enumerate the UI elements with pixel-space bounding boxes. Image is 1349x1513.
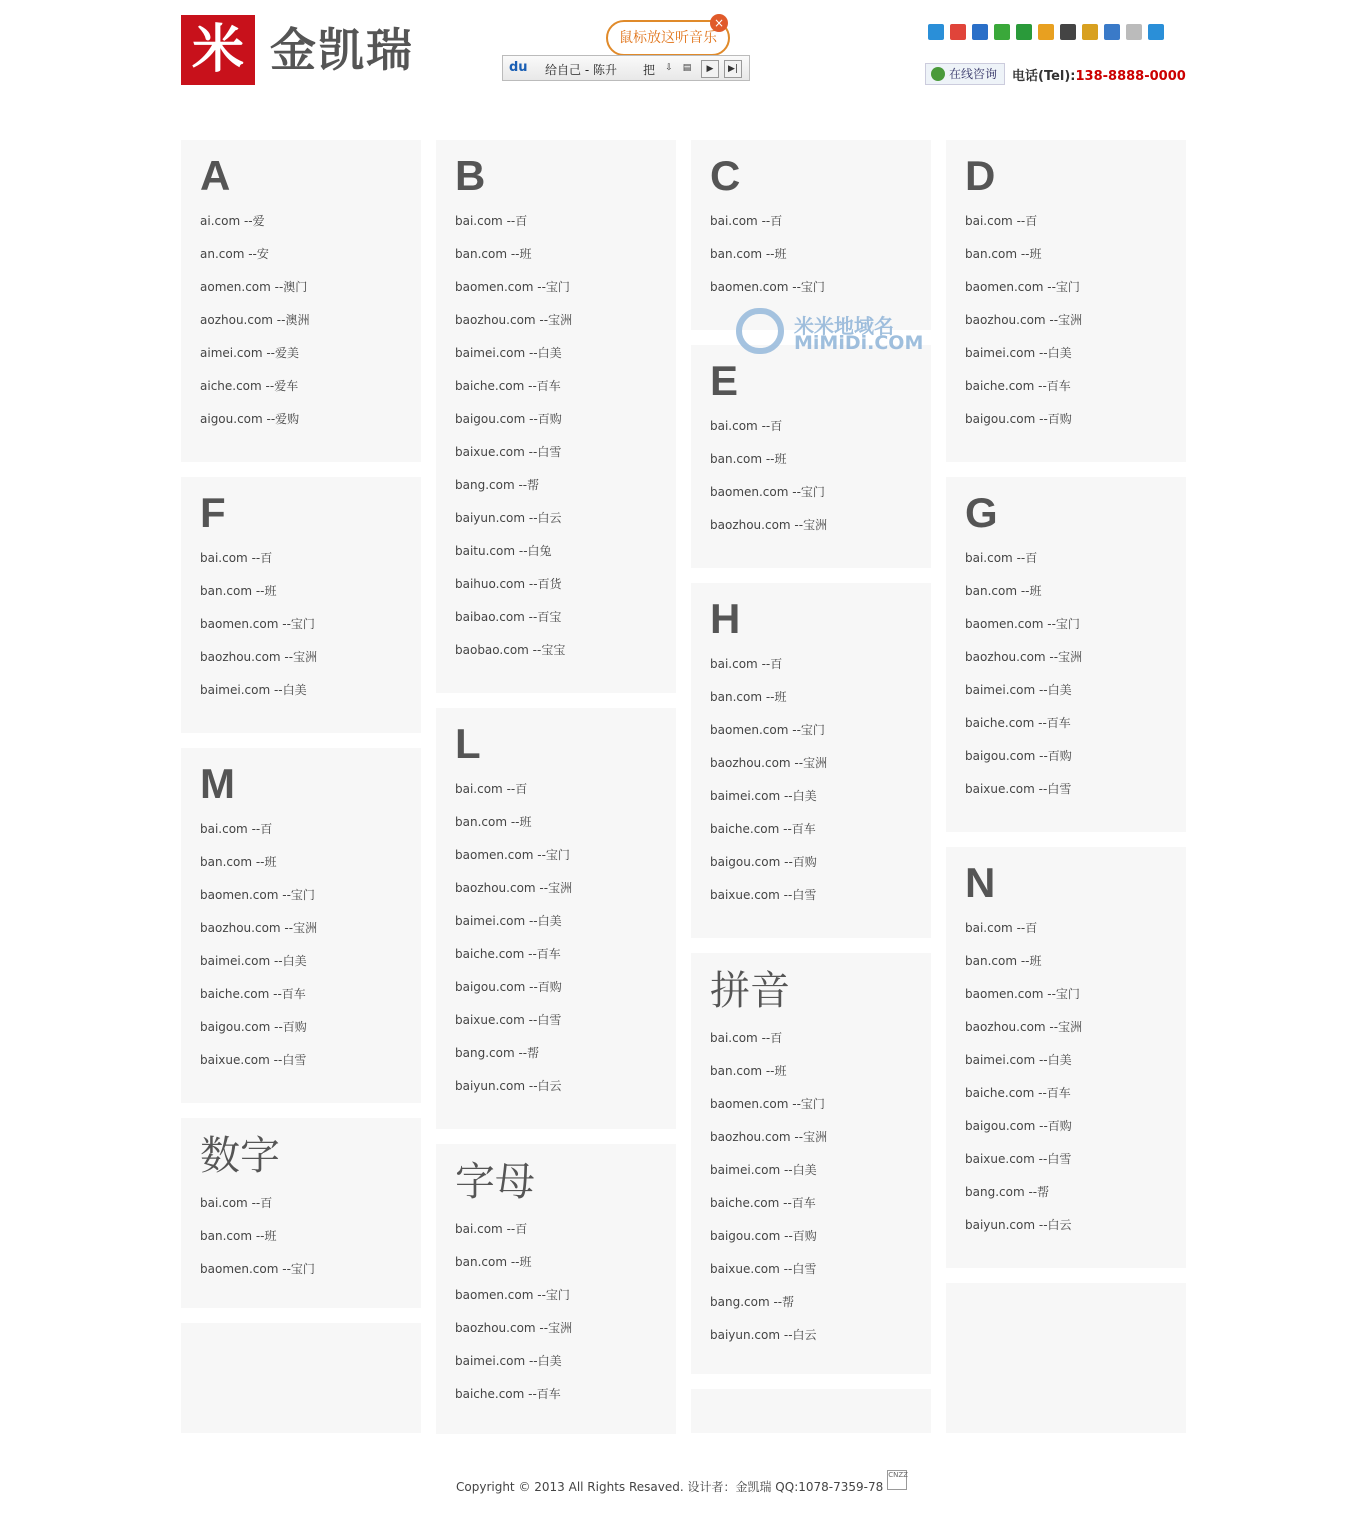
domain-link[interactable]: baomen.com --宝门 [710,485,825,499]
close-icon[interactable]: × [710,14,728,32]
domain-link[interactable]: an.com --安 [200,247,269,261]
letter-card [181,140,421,462]
domain-link[interactable]: bai.com --百 [455,214,528,228]
domain-list [710,1029,931,1359]
domain-link[interactable]: baimei.com --白美 [965,1053,1072,1067]
letter-card [181,1118,421,1308]
domain-link[interactable]: ai.com --爱 [200,214,265,228]
domain-list [710,655,931,919]
domain-link[interactable]: ban.com --班 [710,690,787,704]
domain-link[interactable]: baiyun.com --白云 [965,1218,1072,1232]
watermark-line2: MiMiDi.COM [794,332,924,354]
card-heading: 字母 [455,1159,535,1205]
letter-card [691,140,931,330]
domain-link[interactable]: bai.com --百 [710,214,783,228]
domain-list [455,212,676,674]
domain-link[interactable]: bang.com --帮 [710,1295,795,1309]
domain-link[interactable]: bai.com --百 [710,657,783,671]
domain-list [710,212,931,311]
letter-card [946,847,1186,1268]
more-icon[interactable] [1148,24,1164,40]
domain-link[interactable]: bai.com --百 [710,419,783,433]
letter-card [436,140,676,693]
domain-link[interactable]: baozhou.com --宝洲 [965,650,1083,664]
qq-weibo-icon[interactable] [1038,24,1054,40]
kaixin-icon[interactable] [994,24,1010,40]
card-heading: D [965,152,996,199]
domain-link[interactable]: bai.com --百 [200,551,273,565]
player-song-title: 给自己 - 陈升 [545,63,617,77]
qq-icon[interactable] [1060,24,1076,40]
douban-icon[interactable] [1016,24,1032,40]
card-heading: B [455,152,486,199]
music-player [502,55,750,81]
letter-card [691,953,931,1374]
watermark-swirl-icon [736,308,784,354]
domain-link[interactable]: baigou.com --百购 [455,980,562,994]
card-heading: F [200,489,226,536]
online-consult-button[interactable] [925,63,1005,85]
domain-link[interactable]: baomen.com --宝门 [965,280,1080,294]
domain-list [455,1220,676,1418]
card-heading: M [200,760,235,807]
domain-link[interactable]: bai.com --百 [965,214,1038,228]
site-header [0,0,1349,110]
print-icon[interactable] [1104,24,1120,40]
online-consult-label: 在线咨询 [949,67,998,81]
domain-link[interactable]: baixue.com --白雪 [710,1262,817,1276]
letter-card [946,477,1186,832]
card-heading: A [200,152,231,199]
domain-link[interactable]: bang.com --帮 [455,1046,540,1060]
domain-link[interactable]: aozhou.com --澳洲 [200,313,310,327]
copy-icon[interactable] [1126,24,1142,40]
domain-link[interactable]: baomen.com --宝门 [455,1288,570,1302]
domain-link[interactable]: baimei.com --白美 [200,683,307,697]
domain-link[interactable]: baomen.com --宝门 [200,617,315,631]
domain-link[interactable]: baiche.com --百车 [455,379,561,393]
card-heading: G [965,489,998,536]
domain-link[interactable]: bai.com --百 [965,921,1038,935]
play-icon[interactable]: ▶ [701,60,719,78]
domain-link[interactable]: baiche.com --百车 [710,1196,816,1210]
card-heading: N [965,859,996,906]
logo-text[interactable]: 金凯瑞 [270,23,414,77]
domain-link[interactable]: baiche.com --百车 [455,947,561,961]
domain-link[interactable]: baomen.com --宝门 [455,280,570,294]
domain-link[interactable]: baozhou.com --宝洲 [710,518,828,532]
domain-link[interactable]: baimei.com --白美 [710,789,817,803]
domain-link[interactable]: baozhou.com --宝洲 [965,1020,1083,1034]
domain-link[interactable]: baozhou.com --宝洲 [455,881,573,895]
letter-card [181,477,421,733]
empty-card [691,1389,931,1433]
letter-card [436,708,676,1129]
domain-link[interactable]: aimei.com --爱美 [200,346,300,360]
domain-link[interactable]: baiche.com --百车 [200,987,306,1001]
domain-link[interactable]: baozhou.com --宝洲 [710,1130,828,1144]
card-heading: L [455,720,481,767]
download-icon[interactable]: ⇩ [665,63,673,73]
domain-link[interactable]: baomen.com --宝门 [710,280,825,294]
domain-link[interactable]: ban.com --班 [200,1229,277,1243]
domain-link[interactable]: baiyun.com --白云 [710,1328,817,1342]
domain-link[interactable]: baihuo.com --百货 [455,577,562,591]
renren-icon[interactable] [972,24,988,40]
domain-link[interactable]: baigou.com --百购 [455,412,562,426]
empty-card [181,1323,421,1433]
domain-link[interactable]: ban.com --班 [965,247,1042,261]
baidu-music-icon[interactable]: du [509,60,528,75]
domain-link[interactable]: baomen.com --宝门 [200,1262,315,1276]
domain-link[interactable]: baomen.com --宝门 [200,888,315,902]
player-extra-label: 把 [643,63,656,77]
domain-link[interactable]: baimei.com --白美 [455,1354,562,1368]
domain-link[interactable]: ban.com --班 [455,1255,532,1269]
domain-link[interactable]: baozhou.com --宝洲 [200,921,318,935]
domain-link[interactable]: ban.com --班 [965,954,1042,968]
domain-link[interactable]: ban.com --班 [200,855,277,869]
domain-link[interactable]: aomen.com --澳门 [200,280,308,294]
domain-link[interactable]: baimei.com --白美 [965,683,1072,697]
music-hint-bubble[interactable]: 鼠标放这听音乐 [606,20,730,56]
domain-link[interactable]: ban.com --班 [200,584,277,598]
domain-link[interactable]: baiche.com --百车 [965,379,1071,393]
domain-list [200,1194,421,1293]
domain-link[interactable]: baobao.com --宝宝 [455,643,566,657]
domain-link[interactable]: baozhou.com --宝洲 [200,650,318,664]
domain-link[interactable]: baigou.com --百购 [965,412,1072,426]
domain-link[interactable]: bai.com --百 [965,551,1038,565]
domain-list [200,549,421,714]
domain-list [455,780,676,1110]
footer [456,1471,908,1495]
card-heading: H [710,595,741,642]
chat-icon [931,67,945,81]
letter-card [436,1144,676,1434]
cnzz-stats-icon[interactable]: CNZZ [887,1470,907,1490]
domain-list [710,417,931,549]
domain-list [200,212,421,443]
domain-link[interactable]: bang.com --帮 [455,478,540,492]
footer-copyright: Copyright © 2013 All Rights Resaved. 设计者：金凯瑞 QQ:1078-7359-78 [456,1480,884,1494]
domain-link[interactable]: baixue.com --白雪 [965,782,1072,796]
domain-list [965,549,1186,813]
domain-link[interactable]: bai.com --百 [455,1222,528,1236]
domain-link[interactable]: ban.com --班 [455,247,532,261]
card-heading: 数字 [200,1133,280,1179]
domain-link[interactable]: baigou.com --百购 [710,855,817,869]
letter-card [691,345,931,568]
domain-link[interactable]: bai.com --百 [200,1196,273,1210]
domain-link[interactable]: baiche.com --百车 [710,822,816,836]
playlist-icon[interactable]: ▤ [682,63,692,73]
domain-link[interactable]: baiche.com --百车 [965,1086,1071,1100]
domain-link[interactable]: baimei.com --白美 [710,1163,817,1177]
domain-link[interactable]: baimei.com --白美 [965,346,1072,360]
domain-link[interactable]: bai.com --百 [200,822,273,836]
domain-link[interactable]: baigou.com --百购 [710,1229,817,1243]
letter-card [181,748,421,1103]
domain-link[interactable]: ban.com --班 [965,584,1042,598]
domain-link[interactable]: bai.com --百 [710,1031,783,1045]
card-heading: 拼音 [710,968,790,1014]
domain-list [200,820,421,1084]
domain-link[interactable]: baibao.com --百宝 [455,610,562,624]
weibo-icon[interactable] [950,24,966,40]
domain-link[interactable]: baozhou.com --宝洲 [455,313,573,327]
share-toolbar [928,24,1170,42]
empty-card [946,1283,1186,1433]
phone-info [1012,65,1186,84]
domain-link[interactable]: baixue.com --白雪 [710,888,817,902]
logo-mark[interactable]: 米 [181,15,255,85]
domain-link[interactable]: baitu.com --白兔 [455,544,552,558]
domain-link[interactable]: baozhou.com --宝洲 [455,1321,573,1335]
domain-link[interactable]: baiche.com --百车 [455,1387,561,1401]
letter-card [691,583,931,938]
domain-link[interactable]: baixue.com --白雪 [455,445,562,459]
domain-link[interactable]: baimei.com --白美 [455,914,562,928]
domain-link[interactable]: baozhou.com --宝洲 [965,313,1083,327]
domain-link[interactable]: baomen.com --宝门 [965,987,1080,1001]
domain-link[interactable]: baixue.com --白雪 [200,1053,307,1067]
domain-link[interactable]: baozhou.com --宝洲 [710,756,828,770]
domain-link[interactable]: baigou.com --百购 [965,1119,1072,1133]
watermark-logo [736,308,924,360]
domain-link[interactable]: baomen.com --宝门 [710,723,825,737]
card-heading: E [710,357,739,404]
domain-link[interactable]: baiyun.com --白云 [455,1079,562,1093]
domain-link[interactable]: baixue.com --白雪 [965,1152,1072,1166]
domain-link[interactable]: baixue.com --白雪 [455,1013,562,1027]
domain-link[interactable]: baiyun.com --白云 [455,511,562,525]
domain-link[interactable]: ban.com --班 [710,452,787,466]
watermark-line1: 米米地域名 [794,314,894,338]
domain-list [965,212,1186,443]
domain-link[interactable]: ban.com --班 [455,815,532,829]
tel-label: 电话(Tel): [1012,69,1076,84]
domain-link[interactable]: baomen.com --宝门 [965,617,1080,631]
tianya-icon[interactable] [1082,24,1098,40]
domain-link[interactable]: ban.com --班 [710,1064,787,1078]
domain-link[interactable]: aiche.com --爱车 [200,379,299,393]
domain-link[interactable]: aigou.com --爱购 [200,412,300,426]
domain-link[interactable]: baigou.com --百购 [965,749,1072,763]
tel-number: 138-8888-0000 [1075,69,1186,84]
domain-link[interactable]: ban.com --班 [710,247,787,261]
domain-link[interactable]: baimei.com --白美 [200,954,307,968]
domain-link[interactable]: baomen.com --宝门 [455,848,570,862]
domain-link[interactable]: baiche.com --百车 [965,716,1071,730]
domain-link[interactable]: baimei.com --白美 [455,346,562,360]
domain-link[interactable]: bang.com --帮 [965,1185,1050,1199]
domain-link[interactable]: baigou.com --百购 [200,1020,307,1034]
next-icon[interactable]: ▶| [724,60,742,78]
domain-link[interactable]: bai.com --百 [455,782,528,796]
domain-list [965,919,1186,1249]
domain-link[interactable]: baomen.com --宝门 [710,1097,825,1111]
card-heading: C [710,152,741,199]
qzone-icon[interactable] [928,24,944,40]
letter-card [946,140,1186,462]
